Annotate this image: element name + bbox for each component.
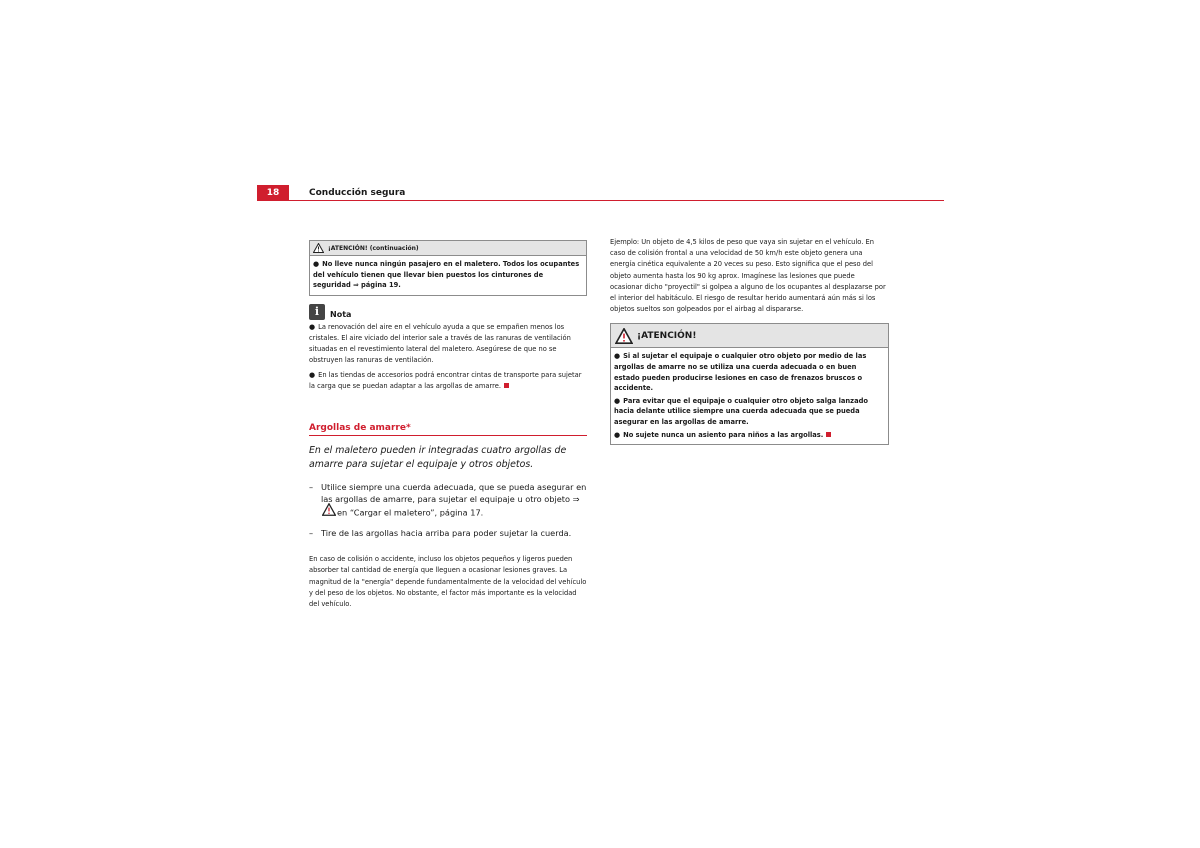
header-rule <box>289 200 944 201</box>
step-1: – Utilice siempre una cuerda adecuada, que se pueda asegurar en las argollas de amarre, para sujetar el equipaje u otro objeto ⇒en “Cargar el maletero”, página 17. <box>309 482 587 519</box>
note-item: ● La renovación del aire en el vehículo ayuda a que se empañen menos los cristales. El aire viciado del interior sale a través de las ranuras de ventilación situadas en el revestimiento lateral del maletero. Asegúrese de que no se obstruyen las ranuras de ventilación. <box>309 322 571 365</box>
intro-text: En el maletero pueden ir integradas cuatro argollas de amarre para sujetar el equipaje y otros objetos. <box>309 445 567 470</box>
right-column <box>610 237 889 445</box>
end-marker <box>826 432 831 437</box>
end-marker <box>504 383 509 388</box>
warning-item: ● Para evitar que el equipaje o cualquier otro objeto salga lanzado hacia delante utilice siempre una cuerda adecuada que se pueda asegurar en las argollas de amarre. <box>614 396 868 426</box>
warning-title: ¡ATENCIÓN! <box>637 330 697 341</box>
warning-item: ● No sujete nunca un asiento para niños a las argollas. <box>614 430 884 441</box>
note-header <box>309 304 587 320</box>
warning-triangle-icon <box>313 243 324 253</box>
warning-continuation-box <box>309 240 587 296</box>
warning-item: ● Si al sujetar el equipaje o cualquier otro objeto por medio de las argollas de amarre no se utiliza una cuerda adecuada o en buen estado pueden producirse lesiones en caso de frenazos bruscos o accidente. <box>614 352 867 393</box>
section-header: Conducción segura <box>309 188 406 198</box>
body-paragraph: En caso de colisión o accidente, incluso los objetos pequeños y ligeros pueden absorber tal cantidad de energía que lleguen a ocasionar lesiones graves. La magnitud de la "energía" depende fundamentalmente de la velocidad del vehículo y del peso de los objetos. No obstante, el factor más importante es la velocidad del vehículo. <box>309 555 587 608</box>
page-number: 18 <box>257 185 289 201</box>
left-column <box>309 240 587 610</box>
section-title: Argollas de amarre* <box>309 423 587 436</box>
warning-body <box>611 348 888 444</box>
example-paragraph: Ejemplo: Un objeto de 4,5 kilos de peso que vaya sin sujetar en el vehículo. En caso de colisión frontal a una velocidad de 50 km/h este objeto genera una energía cinética equivalente a 20 veces su peso. Esto significa que el peso del objeto aumenta hasta los 90 kg aprox. Imagínese las lesiones que puede ocasionar dicho "proyectil" si golpea a alguno de los ocupantes al desplazarse por el interior del habitáculo. El riesgo de resultar herido aumentará aún más si los objetos sueltos son golpeados por el airbag al dispararse. <box>610 238 886 314</box>
warning-continuation-text: No lleve nunca ningún pasajero en el maletero. Todos los ocupantes del vehículo tienen que llevar bien puestos los cinturones de seguridad ⇒ página 19. <box>313 260 580 290</box>
step-2: – Tire de las argollas hacia arriba para poder sujetar la cuerda. <box>309 528 572 539</box>
warning-box <box>610 323 889 445</box>
note-label: Nota <box>330 309 352 319</box>
warning-continuation-body <box>310 256 586 295</box>
bullet: ● <box>313 260 320 268</box>
info-icon: i <box>309 304 325 320</box>
warning-continuation-header <box>310 241 586 256</box>
warning-triangle-icon <box>615 328 633 344</box>
warning-header <box>611 324 888 348</box>
warning-continuation-title: ¡ATENCIÓN! (continuación) <box>328 244 419 252</box>
warning-triangle-icon <box>322 503 336 520</box>
note-body <box>309 322 587 392</box>
note-item: ● En las tiendas de accesorios podrá encontrar cintas de transporte para sujetar la carga que se puedan adaptar a las argollas de amarre. <box>309 370 582 390</box>
